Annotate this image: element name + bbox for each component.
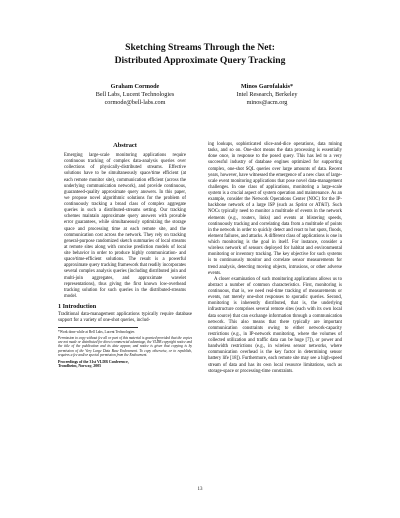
abstract <box>58 153 192 300</box>
author-2-email: minos@acm.org <box>246 99 288 107</box>
proceedings-line-2: Trondheim, Norway, 2005 <box>58 364 102 369</box>
footnote-affiliation: *Work done while at Bell Labs, Lucent Technologies <box>58 330 135 335</box>
author-1-name: Graham Cormode <box>110 83 160 90</box>
permission-notice: Permission to copy without fee all or part of this material is granted provided that the copies are not made or distributed for direct commercial advantage, the VLDB copyright notice and the title of the publication and its date appear, and notice is given that copying is by permission of the Very Large Data Base Endowment. To copy otherwise, or to republish, requires a fee and/or special permission from the Endowment. <box>58 335 192 358</box>
author-1 <box>80 83 190 108</box>
author-2-affiliation: Intel Research, Berkeley <box>236 91 298 99</box>
paper-title-line-2: Distributed Approximate Query Tracking <box>114 55 286 66</box>
right-column <box>208 142 342 375</box>
paper-title-line-1: Sketching Streams Through the Net: <box>125 42 275 53</box>
author-1-affiliation: Bell Labs, Lucent Technologies <box>95 91 175 99</box>
abstract-text: Emerging large-scale monitoring applications require continuous tracking of complex data-analysis queries over collections of physically-distributed streams. Effective solutions have to be simultaneously space/time efficient (at each remote monitor site), communication efficient (across the underlying communication network), and provide continuous, guaranteed-quality approximate query answers. In this paper, we propose novel algorithmic solutions for the problem of continuously tracking a broad class of complex aggregate queries in such a distributed-streams setting. Our tracking schemes maintain approximate query answers with provable error guarantees, while simultaneously optimizing the storage space and processing time at each remote site, and the communication cost across the network. They rely on tracking general-purpose randomized sketch summaries of local streams at remote sites along with concise prediction models of local site behavior in order to produce highly communication- and space/time-efficient solutions. The result is a powerful approximate query tracking framework that readily incorporates several complex analysis queries (including distributed join and multi-join aggregates, and approximate wavelet representations), thus giving the first known low-overhead tracking solution for such queries in the distributed-streams model. <box>64 153 186 299</box>
author-2 <box>212 83 322 108</box>
right-paragraph-2: A closer examination of such monitoring applications allows us to abstract a number of common characteristics. First, monitoring is continuous, that is, we need real-time tracking of measurements or events, not merely one-shot responses to sporadic queries. Second, monitoring is inherently distributed, that is, the underlying infrastructure comprises several remote sites (each with its own local data source) that can exchange information through a communication network. This also means that there typically are important communication constraints owing to either network-capacity restrictions (e.g., in IP-network monitoring, where the volumes of collected utilization and traffic data can be huge [7]), or power and bandwidth restrictions (e.g., in wireless sensor networks, where communication overhead is the key factor in determining sensor battery life [18]). Furthermore, each remote site may see a high-speed stream of data and has its own local resource limitations, such as storage-space or processing-time constraints. <box>208 276 342 374</box>
page-number: 13 <box>197 487 203 492</box>
author-2-name: Minos Garofalakis* <box>240 83 294 90</box>
right-paragraph-1: ing lookups, sophisticated slice-and-dice operations, data mining tasks, and so on. One-shot means the data processing is essentially done once, in response to the posed query. This has led to a very successful industry of database engines optimized for supporting complex, one-shot SQL queries over large amounts of data. Recent years, however, have witnessed the emergence of a new class of large-scale event monitoring applications that pose novel data-management challenges. In one class of applications, monitoring a large-scale system is a crucial aspect of system operation and maintenance. As an example, consider the Network Operations Center (NOC) for the IP-backbone network of a large ISP (such as Sprint or AT&T). Such NOCs typically need to monitor a multitude of events in the network elements (e.g., routers, links) and events at blistering speeds, continuously tracking and correlating data from a multitude of points in the network in order to quickly detect and react to hot spots, floods, element failures, and attacks. A different class of applications is one in which monitoring is the goal in itself. For instance, consider a wireless network of sensors deployed for habitat and environmental monitoring or inventory tracking. The key objective for such systems is to continuously monitor and correlate sensor measurements for trend analysis, detecting moving objects, intrusions, or other adverse events. <box>208 142 342 276</box>
abstract-heading: Abstract <box>113 142 137 149</box>
author-1-email: cormode@bell-labs.com <box>104 99 166 107</box>
footnote-rule <box>58 327 138 328</box>
proceedings-line-1: Proceedings of the 31st VLDB Conference, <box>58 359 129 364</box>
left-column <box>58 142 192 369</box>
section-1-heading: 1 Introduction <box>58 303 97 310</box>
intro-text: Traditional data-management applications typically require database support for a variety of one-shot queries, includ- <box>58 312 192 324</box>
